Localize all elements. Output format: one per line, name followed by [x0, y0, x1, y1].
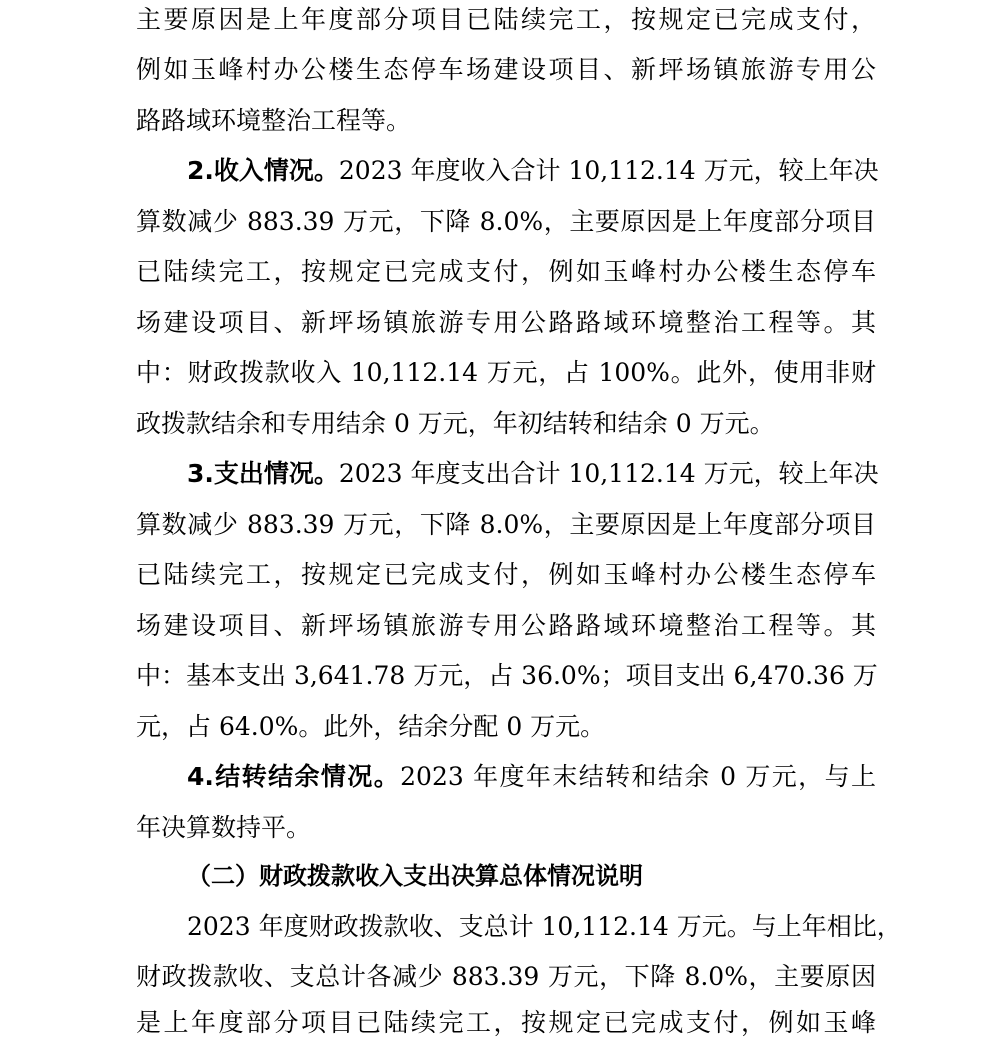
paragraph-line: 已陆续完工，按规定已完成支付，例如玉峰村办公楼生态停车 [136, 560, 876, 589]
income-first-line [187, 151, 879, 191]
paragraph-line: 2023 年度财政拨款收、支总计 10,112.14 万元。与上年相比， [187, 912, 902, 941]
section-two-title: （二）财政拨款收入支出决算总体情况说明 [187, 862, 643, 890]
paragraph-line: 例如玉峰村办公楼生态停车场建设项目、新坪场镇旅游专用公 [136, 55, 876, 84]
paragraph-line: 场建设项目、新坪场镇旅游专用公路路域环境整治工程等。其 [136, 611, 876, 640]
carryover-line-text: 2023 年度年末结转和结余 0 万元，与上 [400, 762, 876, 791]
paragraph-line: 算数减少 883.39 万元，下降 8.0%，主要原因是上年度部分项目 [136, 510, 876, 539]
expenditure-line-text: 2023 年度支出合计 10,112.14 万元，较上年决 [338, 459, 879, 488]
paragraph-line: 算数减少 883.39 万元，下降 8.0%，主要原因是上年度部分项目 [136, 207, 876, 236]
carryover-first-line [187, 757, 876, 797]
paragraph-line: 是上年度部分项目已陆续完工，按规定已完成支付，例如玉峰 [136, 1008, 876, 1037]
expenditure-first-line [187, 454, 879, 494]
paragraph-line: 年决算数持平。 [136, 813, 312, 842]
income-line-text: 2023 年度收入合计 10,112.14 万元，较上年决 [338, 156, 879, 185]
paragraph-line: 场建设项目、新坪场镇旅游专用公路路域环境整治工程等。其 [136, 308, 876, 337]
paragraph-line: 中：财政拨款收入 10,112.14 万元，占 100%。此外，使用非财 [136, 358, 876, 387]
income-heading: 2.收入情况。 [187, 156, 339, 185]
expenditure-heading: 3.支出情况。 [187, 459, 339, 488]
paragraph-line: 政拨款结余和专用结余 0 万元，年初结转和结余 0 万元。 [136, 409, 775, 438]
carryover-heading: 4.结转结余情况。 [187, 762, 401, 791]
paragraph-line: 主要原因是上年度部分项目已陆续完工，按规定已完成支付， [136, 5, 876, 34]
paragraph-line: 路路域环境整治工程等。 [136, 106, 412, 135]
paragraph-line: 已陆续完工，按规定已完成支付，例如玉峰村办公楼生态停车 [136, 257, 876, 286]
paragraph-line: 元，占 64.0%。此外，结余分配 0 万元。 [136, 712, 606, 741]
paragraph-line: 中：基本支出 3,641.78 万元，占 36.0%；项目支出 6,470.36 万 [136, 661, 878, 690]
paragraph-line: 财政拨款收、支总计各减少 883.39 万元，下降 8.0%，主要原因 [136, 962, 876, 991]
